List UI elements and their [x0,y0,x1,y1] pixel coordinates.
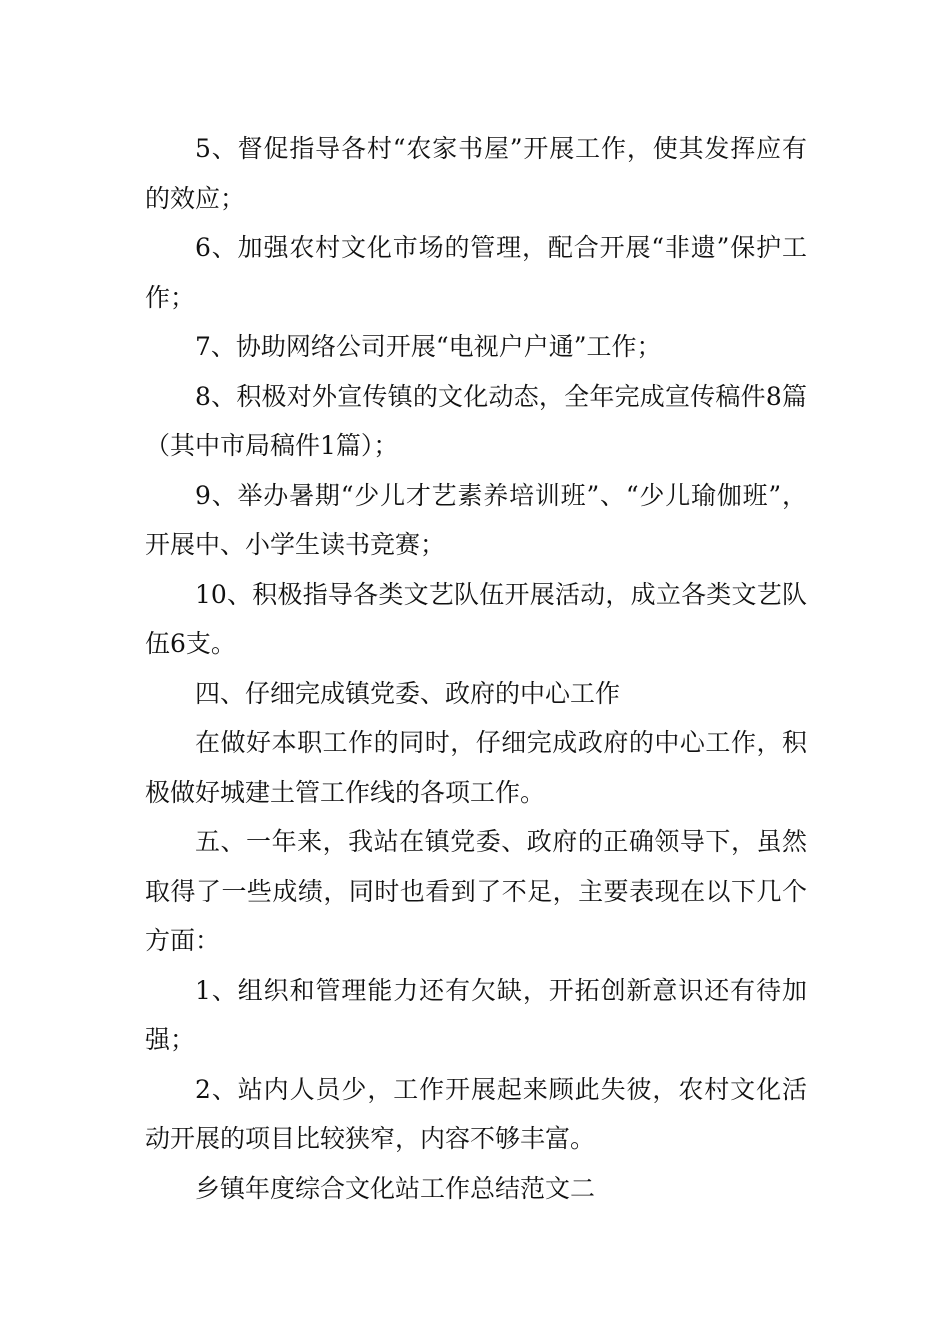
section-heading-five: 五、一年来，我站在镇党委、政府的正确领导下，虽然取得了一些成绩，同时也看到了不足，主要表现在以下几个方面： [145,827,807,955]
paragraph-shortcoming-2: 2、站内人员少，工作开展起来顾此失彼，农村文化活动开展的项目比较狭窄，内容不够丰富。 [145,1074,807,1153]
paragraph-item-8: 8、积极对外宣传镇的文化动态，全年完成宣传稿件8篇（其中市局稿件1篇）； [145,381,807,460]
paragraph-item-6: 6、加强农村文化市场的管理，配合开展“非遗”保护工作； [145,233,807,312]
paragraph-item-7: 7、协助网络公司开展“电视户户通”工作； [195,332,662,361]
document-page [145,124,807,1213]
paragraph-item-10: 10、积极指导各类文艺队伍开展活动，成立各类文艺队伍6支。 [145,579,807,658]
paragraph-shortcoming-1: 1、组织和管理能力还有欠缺，开拓创新意识还有待加强； [145,975,807,1054]
paragraph-item-9: 9、举办暑期“少儿才艺素养培训班”、“少儿瑜伽班”，开展中、小学生读书竞赛； [145,480,807,559]
paragraph-central-work: 在做好本职工作的同时，仔细完成政府的中心工作，积极做好城建土管工作线的各项工作。 [145,728,807,807]
section-heading-four: 四、仔细完成镇党委、政府的中心工作 [195,678,621,708]
document-title-two: 乡镇年度综合文化站工作总结范文二 [195,1173,596,1203]
paragraph-item-5: 5、督促指导各村“农家书屋”开展工作，使其发挥应有的效应； [145,134,807,213]
